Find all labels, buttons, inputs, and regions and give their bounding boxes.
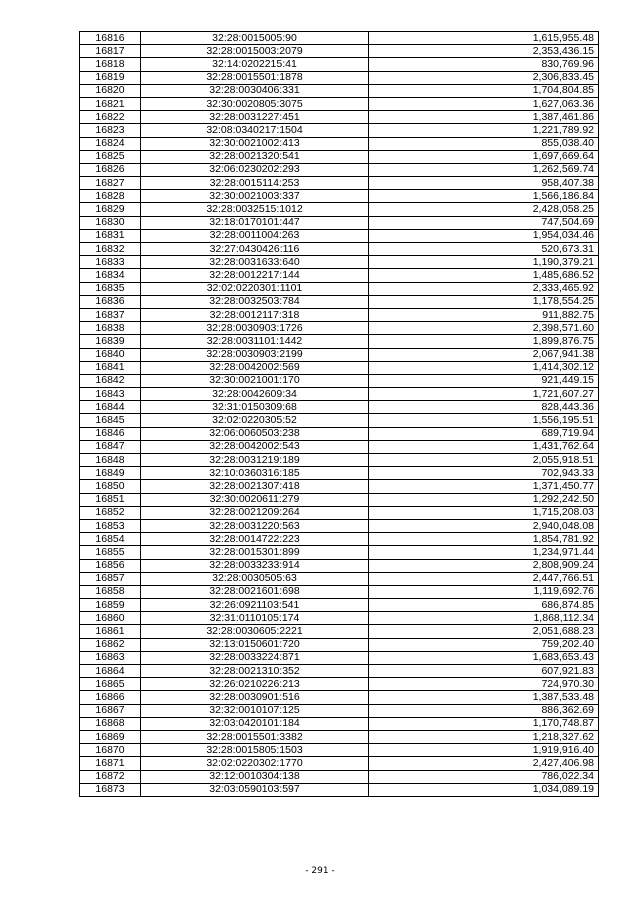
table-row: [80, 678, 599, 691]
table-row: [80, 665, 599, 678]
table-row: [80, 348, 599, 361]
table-row: [80, 638, 599, 651]
cadastral-number-cell: 32:14:0202215:41: [141, 58, 369, 71]
cadastral-number-cell: 32:28:0042002:543: [141, 440, 369, 453]
row-number-cell: 16849: [80, 467, 141, 480]
value-cell: 759,202.40: [369, 638, 599, 651]
cadastral-number-cell: 32:28:0030505:63: [141, 572, 369, 585]
value-cell: 958,407.38: [369, 177, 599, 190]
row-number-cell: 16827: [80, 177, 141, 190]
cadastral-number-cell: 32:06:0060503:238: [141, 427, 369, 440]
row-number-cell: 16862: [80, 638, 141, 651]
table-row: [80, 243, 599, 256]
cadastral-number-cell: 32:28:0015301:899: [141, 546, 369, 559]
table-row: [80, 256, 599, 269]
table-row: [80, 322, 599, 335]
row-number-cell: 16854: [80, 533, 141, 546]
value-cell: 2,940,048.08: [369, 519, 599, 532]
value-cell: 1,556,195.51: [369, 414, 599, 427]
cadastral-number-cell: 32:28:0042002:569: [141, 361, 369, 374]
cadastral-number-cell: 32:03:0420101:184: [141, 717, 369, 730]
value-cell: 1,292,242.50: [369, 493, 599, 506]
table-row: [80, 691, 599, 704]
table-body: [80, 32, 599, 797]
cadastral-number-cell: 32:13:0150601:720: [141, 638, 369, 651]
table-row: [80, 414, 599, 427]
value-cell: 2,428,058.25: [369, 203, 599, 216]
cadastral-number-cell: 32:31:0110105:174: [141, 612, 369, 625]
value-cell: 1,683,653.43: [369, 651, 599, 664]
value-cell: 1,178,554.25: [369, 295, 599, 308]
table-row: [80, 519, 599, 532]
row-number-cell: 16848: [80, 454, 141, 467]
table-row: [80, 388, 599, 401]
value-cell: 1,854,781.92: [369, 533, 599, 546]
value-cell: 1,627,063.36: [369, 97, 599, 110]
value-cell: 1,485,686.52: [369, 269, 599, 282]
cadastral-number-cell: 32:28:0015005:90: [141, 32, 369, 45]
row-number-cell: 16871: [80, 757, 141, 770]
row-number-cell: 16816: [80, 32, 141, 45]
cadastral-number-cell: 32:03:0590103:597: [141, 783, 369, 796]
cadastral-number-cell: 32:06:0230202:293: [141, 163, 369, 176]
row-number-cell: 16859: [80, 599, 141, 612]
value-cell: 911,882.75: [369, 308, 599, 321]
table-row: [80, 229, 599, 242]
row-number-cell: 16818: [80, 58, 141, 71]
row-number-cell: 16852: [80, 506, 141, 519]
cadastral-number-cell: 32:28:0031219:189: [141, 454, 369, 467]
row-number-cell: 16833: [80, 256, 141, 269]
row-number-cell: 16845: [80, 414, 141, 427]
row-number-cell: 16840: [80, 348, 141, 361]
row-number-cell: 16851: [80, 493, 141, 506]
table-row: [80, 216, 599, 229]
table-row: [80, 480, 599, 493]
cadastral-number-cell: 32:26:0921103:541: [141, 599, 369, 612]
row-number-cell: 16821: [80, 97, 141, 110]
cadastral-number-cell: 32:18:0170101:447: [141, 216, 369, 229]
table-row: [80, 374, 599, 387]
value-cell: 2,067,941.38: [369, 348, 599, 361]
table-row: [80, 427, 599, 440]
table-row: [80, 163, 599, 176]
table-row: [80, 124, 599, 137]
row-number-cell: 16826: [80, 163, 141, 176]
value-cell: 2,808,909.24: [369, 559, 599, 572]
cadastral-number-cell: 32:28:0030903:1726: [141, 322, 369, 335]
value-cell: 520,673.31: [369, 243, 599, 256]
cadastral-number-cell: 32:28:0012117:318: [141, 308, 369, 321]
row-number-cell: 16819: [80, 71, 141, 84]
table-row: [80, 612, 599, 625]
value-cell: 1,119,692.76: [369, 585, 599, 598]
value-cell: 689,719.94: [369, 427, 599, 440]
table-row: [80, 704, 599, 717]
value-cell: 702,943.33: [369, 467, 599, 480]
cadastral-number-cell: 32:08:0340217:1504: [141, 124, 369, 137]
value-cell: 1,262,569.74: [369, 163, 599, 176]
table-row: [80, 533, 599, 546]
cadastral-number-cell: 32:28:0033224:871: [141, 651, 369, 664]
value-cell: 786,022.34: [369, 770, 599, 783]
row-number-cell: 16834: [80, 269, 141, 282]
table-row: [80, 335, 599, 348]
row-number-cell: 16858: [80, 585, 141, 598]
cadastral-number-cell: 32:28:0015501:1878: [141, 71, 369, 84]
cadastral-number-cell: 32:28:0021307:418: [141, 480, 369, 493]
value-cell: 855,038.40: [369, 137, 599, 150]
cadastral-number-cell: 32:30:0021001:170: [141, 374, 369, 387]
value-cell: 2,051,688.23: [369, 625, 599, 638]
cadastral-number-cell: 32:28:0031227:451: [141, 111, 369, 124]
row-number-cell: 16828: [80, 190, 141, 203]
table-row: [80, 269, 599, 282]
cadastral-number-cell: 32:28:0015501:3382: [141, 730, 369, 743]
row-number-cell: 16839: [80, 335, 141, 348]
table-row: [80, 361, 599, 374]
cadastral-number-cell: 32:28:0031633:640: [141, 256, 369, 269]
row-number-cell: 16830: [80, 216, 141, 229]
table-row: [80, 467, 599, 480]
cadastral-number-cell: 32:02:0220305:52: [141, 414, 369, 427]
table-row: [80, 177, 599, 190]
cadastral-number-cell: 32:27:0430426:116: [141, 243, 369, 256]
cadastral-number-cell: 32:28:0030605:2221: [141, 625, 369, 638]
cadastral-number-cell: 32:31:0150309:68: [141, 401, 369, 414]
cadastral-number-cell: 32:28:0012217:144: [141, 269, 369, 282]
row-number-cell: 16817: [80, 45, 141, 58]
value-cell: 686,874.85: [369, 599, 599, 612]
value-cell: 2,398,571.60: [369, 322, 599, 335]
table-row: [80, 84, 599, 97]
row-number-cell: 16829: [80, 203, 141, 216]
value-cell: 747,504.69: [369, 216, 599, 229]
row-number-cell: 16873: [80, 783, 141, 796]
value-cell: 2,306,833.45: [369, 71, 599, 84]
value-cell: 1,387,461.86: [369, 111, 599, 124]
page-number: - 291 -: [305, 866, 335, 876]
value-cell: 1,387,533.48: [369, 691, 599, 704]
row-number-cell: 16847: [80, 440, 141, 453]
cadastral-number-cell: 32:28:0011004:263: [141, 229, 369, 242]
value-cell: 1,704,804.85: [369, 84, 599, 97]
table-row: [80, 559, 599, 572]
value-cell: 1,190,379.21: [369, 256, 599, 269]
cadastral-number-cell: 32:30:0020805:3075: [141, 97, 369, 110]
cadastral-number-cell: 32:28:0033233:914: [141, 559, 369, 572]
cadastral-number-cell: 32:28:0021601:698: [141, 585, 369, 598]
row-number-cell: 16868: [80, 717, 141, 730]
row-number-cell: 16842: [80, 374, 141, 387]
cadastral-number-cell: 32:26:0210226:213: [141, 678, 369, 691]
table-row: [80, 454, 599, 467]
value-cell: 1,170,748.87: [369, 717, 599, 730]
table-row: [80, 401, 599, 414]
cadastral-number-cell: 32:30:0021002:413: [141, 137, 369, 150]
value-cell: 1,034,089.19: [369, 783, 599, 796]
value-cell: 1,919,916.40: [369, 744, 599, 757]
cadastral-number-cell: 32:28:0031220:563: [141, 519, 369, 532]
row-number-cell: 16869: [80, 730, 141, 743]
table-row: [80, 440, 599, 453]
table-row: [80, 111, 599, 124]
table-row: [80, 757, 599, 770]
table-row: [80, 190, 599, 203]
value-cell: 607,921.83: [369, 665, 599, 678]
table-row: [80, 282, 599, 295]
cadastral-number-cell: 32:12:0010304:138: [141, 770, 369, 783]
cadastral-number-cell: 32:02:0220302:1770: [141, 757, 369, 770]
value-cell: 1,221,789.92: [369, 124, 599, 137]
value-cell: 2,055,918.51: [369, 454, 599, 467]
row-number-cell: 16835: [80, 282, 141, 295]
value-cell: 886,362.69: [369, 704, 599, 717]
cadastral-number-cell: 32:32:0010107:125: [141, 704, 369, 717]
row-number-cell: 16846: [80, 427, 141, 440]
value-cell: 2,353,436.15: [369, 45, 599, 58]
row-number-cell: 16822: [80, 111, 141, 124]
cadastral-number-cell: 32:30:0021003:337: [141, 190, 369, 203]
table-row: [80, 717, 599, 730]
table-row: [80, 625, 599, 638]
table-row: [80, 783, 599, 796]
table-row: [80, 308, 599, 321]
row-number-cell: 16867: [80, 704, 141, 717]
value-cell: 1,431,762.64: [369, 440, 599, 453]
cadastral-number-cell: 32:28:0030901:516: [141, 691, 369, 704]
cadastral-number-cell: 32:28:0015805:1503: [141, 744, 369, 757]
cadastral-number-cell: 32:28:0015114:253: [141, 177, 369, 190]
row-number-cell: 16864: [80, 665, 141, 678]
table-row: [80, 585, 599, 598]
table-row: [80, 572, 599, 585]
table-row: [80, 730, 599, 743]
value-cell: 1,899,876.75: [369, 335, 599, 348]
row-number-cell: 16870: [80, 744, 141, 757]
value-cell: 1,234,971.44: [369, 546, 599, 559]
row-number-cell: 16855: [80, 546, 141, 559]
row-number-cell: 16825: [80, 150, 141, 163]
table-row: [80, 744, 599, 757]
value-cell: 2,427,406.98: [369, 757, 599, 770]
table-row: [80, 506, 599, 519]
table-row: [80, 137, 599, 150]
row-number-cell: 16872: [80, 770, 141, 783]
cadastral-number-cell: 32:28:0042609:34: [141, 388, 369, 401]
cadastral-number-cell: 32:02:0220301:1101: [141, 282, 369, 295]
table-row: [80, 295, 599, 308]
value-cell: 1,715,208.03: [369, 506, 599, 519]
row-number-cell: 16824: [80, 137, 141, 150]
row-number-cell: 16856: [80, 559, 141, 572]
table-row: [80, 97, 599, 110]
row-number-cell: 16831: [80, 229, 141, 242]
row-number-cell: 16866: [80, 691, 141, 704]
table-row: [80, 45, 599, 58]
row-number-cell: 16850: [80, 480, 141, 493]
table-row: [80, 599, 599, 612]
value-cell: 724,970.30: [369, 678, 599, 691]
cadastral-number-cell: 32:28:0030406:331: [141, 84, 369, 97]
cadastral-number-cell: 32:28:0030903:2199: [141, 348, 369, 361]
cadastral-number-cell: 32:28:0021209:264: [141, 506, 369, 519]
cadastral-number-cell: 32:30:0020611:279: [141, 493, 369, 506]
table-row: [80, 71, 599, 84]
value-cell: 2,447,766.51: [369, 572, 599, 585]
value-cell: 2,333,465.92: [369, 282, 599, 295]
row-number-cell: 16861: [80, 625, 141, 638]
value-cell: 1,697,669.64: [369, 150, 599, 163]
cadastral-value-table: [79, 31, 599, 797]
table-row: [80, 150, 599, 163]
row-number-cell: 16843: [80, 388, 141, 401]
value-cell: 830,769.96: [369, 58, 599, 71]
row-number-cell: 16863: [80, 651, 141, 664]
row-number-cell: 16823: [80, 124, 141, 137]
value-cell: 1,721,607.27: [369, 388, 599, 401]
cadastral-number-cell: 32:28:0021310:352: [141, 665, 369, 678]
row-number-cell: 16841: [80, 361, 141, 374]
cadastral-number-cell: 32:28:0014722:223: [141, 533, 369, 546]
row-number-cell: 16832: [80, 243, 141, 256]
table-row: [80, 58, 599, 71]
value-cell: 1,371,450.77: [369, 480, 599, 493]
row-number-cell: 16857: [80, 572, 141, 585]
row-number-cell: 16860: [80, 612, 141, 625]
row-number-cell: 16853: [80, 519, 141, 532]
row-number-cell: 16844: [80, 401, 141, 414]
value-cell: 1,218,327.62: [369, 730, 599, 743]
table-row: [80, 651, 599, 664]
row-number-cell: 16836: [80, 295, 141, 308]
cadastral-number-cell: 32:28:0032515:1012: [141, 203, 369, 216]
row-number-cell: 16837: [80, 308, 141, 321]
row-number-cell: 16838: [80, 322, 141, 335]
value-cell: 921,449.15: [369, 374, 599, 387]
cadastral-number-cell: 32:28:0015003:2079: [141, 45, 369, 58]
table-row: [80, 32, 599, 45]
value-cell: 828,443.36: [369, 401, 599, 414]
cadastral-number-cell: 32:28:0032503:784: [141, 295, 369, 308]
cadastral-number-cell: 32:10:0360316:185: [141, 467, 369, 480]
cadastral-number-cell: 32:28:0021320:541: [141, 150, 369, 163]
value-cell: 1,414,302.12: [369, 361, 599, 374]
table-row: [80, 493, 599, 506]
cadastral-number-cell: 32:28:0031101:1442: [141, 335, 369, 348]
value-cell: 1,566,186.84: [369, 190, 599, 203]
row-number-cell: 16865: [80, 678, 141, 691]
table-row: [80, 203, 599, 216]
row-number-cell: 16820: [80, 84, 141, 97]
table-row: [80, 546, 599, 559]
value-cell: 1,868,112.34: [369, 612, 599, 625]
value-cell: 1,615,955.48: [369, 32, 599, 45]
value-cell: 1,954,034.46: [369, 229, 599, 242]
table-row: [80, 770, 599, 783]
